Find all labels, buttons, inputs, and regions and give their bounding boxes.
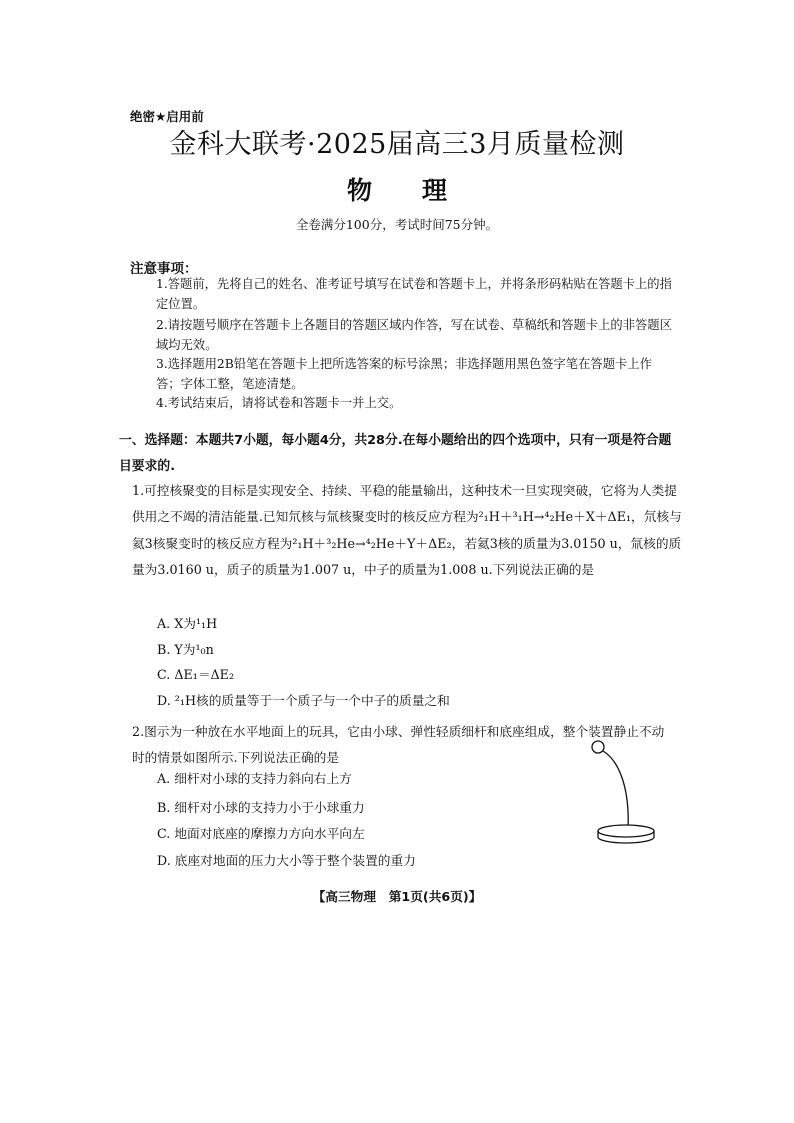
subject-title: 物 理	[346, 176, 447, 205]
question-2-stem: 2.图示为一种放在水平地面上的玩具，它由小球、弹性轻质细杆和底座组成，整个装置静止不动时的情景如图所示.下列说法正确的是	[132, 724, 665, 766]
note-item: 1.答题前，先将自己的姓名、准考证号填写在试卷和答题卡上，并将条形码粘贴在答题卡上的指定位置。	[156, 277, 672, 311]
base-top	[598, 825, 654, 837]
question-2-option-c: C. 地面对底座的摩擦力方向水平向左	[157, 826, 365, 841]
confidential-label: 绝密★启用前	[130, 109, 204, 124]
question-2-option-d: D. 底座对地面的压力大小等于整个装置的重力	[157, 853, 416, 868]
exam-title: 金科大联考·2025届高三3月质量检测	[169, 129, 625, 160]
elastic-rod	[603, 751, 628, 830]
note-item: 2.请按题号顺序在答题卡上各题目的答题区域内作答，写在试卷、草稿纸和答题卡上的非答题区域均无效。	[156, 318, 672, 352]
full-mark-info: 全卷满分100分，考试时间75分钟。	[295, 217, 499, 232]
note-item: 3.选择题用2B铅笔在答题卡上把所选答案的标号涂黑；非选择题用黑色签字笔在答题卡上作答；字体工整，笔迹清楚。	[156, 357, 652, 391]
note-item: 4.考试结束后，请将试卷和答题卡一并上交。	[156, 396, 402, 410]
ball	[592, 741, 604, 753]
question-2-option-a: A. 细杆对小球的支持力斜向右上方	[157, 771, 352, 786]
question-2-option-b: B. 细杆对小球的支持力小于小球重力	[157, 800, 365, 815]
page-footer: 【高三物理 第1页(共6页)】	[312, 889, 482, 904]
notes-heading: 注意事项：	[130, 261, 198, 277]
section-heading: 一、选择题：本题共7小题，每小题4分，共28分.在每小题给出的四个选项中，只有一项是符合题目要求的.	[119, 433, 672, 474]
question-1-option-d: D. ²₁H核的质量等于一个质子与一个中子的质量之和	[157, 693, 450, 708]
question-1-option-a: A. X为¹₁H	[157, 616, 218, 631]
question-1-option-c: C. ΔE₁＝ΔE₂	[157, 667, 235, 682]
question-1-stem: 1.可控核聚变的目标是实现安全、持续、平稳的能量输出，这种技术一旦实现突破，它将为人类提供用之不竭的清洁能量.已知氘核与氚核聚变时的核反应方程为²₁H＋³₁H→⁴₂He＋X＋ΔE₁，氘核与氦3核聚变时的核反应方程为²₁H＋³₂He→⁴₂He＋Y＋ΔE₂，若氦3核的质量为3.0150 u，氚核的质量为3.0160 u，质子的质量为1.007 u，中子的质量为1.008 u.下列说法正确的是	[132, 483, 682, 577]
question-1-option-b: B. Y为¹₀n	[157, 642, 214, 657]
toy-figure	[590, 738, 690, 848]
